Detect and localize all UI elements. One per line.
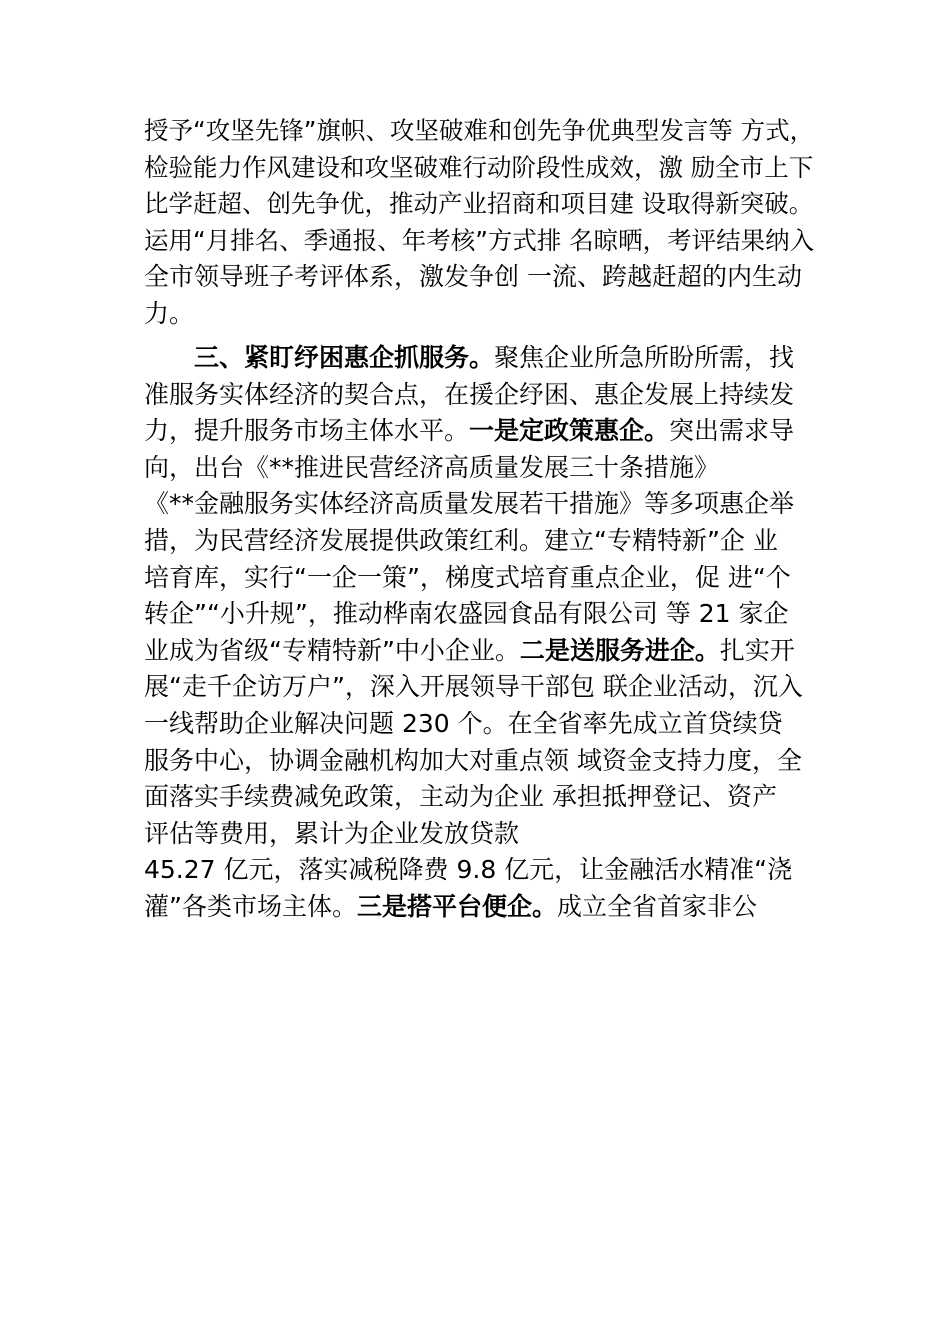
text-line: 服务中心，协调金融机构加大对重点领 域资金支持力度，全 (144, 745, 802, 775)
paragraph-indent (144, 343, 194, 372)
text-run: 业成为省级“专精特新”中小企业。 (144, 635, 520, 665)
text-run: 扎实开 (719, 635, 795, 665)
section-heading: 三、紧盯纾困惠企抓服务。 (194, 343, 495, 372)
subsection-heading: 二是送服务进企。 (519, 635, 720, 665)
text-line: 运用“月排名、季通报、年考核”方式排 名晾晒，考评结果纳入 (144, 225, 815, 255)
paragraph-1 (144, 113, 816, 333)
text-line: 面落实手续费减免政策，主动为企业 承担抵押登记、资产 (144, 782, 777, 812)
text-run: 聚焦企业所急所盼所需，找 (494, 343, 795, 372)
text-line: 评估等费用，累计为企业发放贷款 (144, 818, 520, 848)
text-line: 比学赶超、创先争优，推动产业招商和项目建 设取得新突破。 (144, 189, 814, 219)
text-line: 45.27 亿元，落实减税降费 9.8 亿元，让金融活水精准“浇 (144, 855, 793, 885)
text-line: 展“走千企访万户”，深入开展领导干部包 联企业活动，沉入 (144, 672, 803, 702)
text-line: 培育库，实行“一企一策”，梯度式培育重点企业，促 进“个 (144, 562, 791, 592)
text-run: 突出需求导 (669, 416, 795, 446)
subsection-heading: 三是搭平台便企。 (356, 891, 557, 921)
text-run: 灌”各类市场主体。 (144, 891, 357, 921)
text-line: 转企”“小升规”，推动桦南农盛园食品有限公司 等 21 家企 (144, 599, 789, 629)
text-line: 《**金融服务实体经济高质量发展若干措施》等多项惠企举 (144, 489, 795, 519)
subsection-heading: 一是定政策惠企。 (469, 416, 670, 446)
text-line (144, 889, 816, 926)
text-line (144, 340, 816, 377)
text-run: 力，提升服务市场主体水平。 (144, 416, 470, 446)
text-line (144, 633, 816, 670)
text-line: 向，出台《**推进民营经济高质量发展三十条措施》 (144, 452, 720, 482)
text-line: 准服务实体经济的契合点，在援企纾困、惠企发展上持续发 (144, 379, 795, 409)
text-line: 措，为民营经济发展提供政策红利。建立“专精特新”企 业 (144, 525, 778, 555)
paragraph-2 (144, 340, 816, 926)
text-line: 力。 (144, 298, 195, 328)
text-line: 全市领导班子考评体系，激发争创 一流、跨越赶超的内生动 (144, 262, 802, 292)
text-line: 授予“攻坚先锋”旗帜、攻坚破难和创先争优典型发言等 方式， (144, 116, 815, 145)
text-line (144, 413, 816, 450)
text-run: 成立全省首家非公 (556, 891, 757, 921)
text-line: 检验能力作风建设和攻坚破难行动阶段性成效，激 励全市上下 (144, 152, 814, 182)
text-line: 一线帮助企业解决问题 230 个。在全省率先成立首贷续贷 (144, 708, 783, 738)
